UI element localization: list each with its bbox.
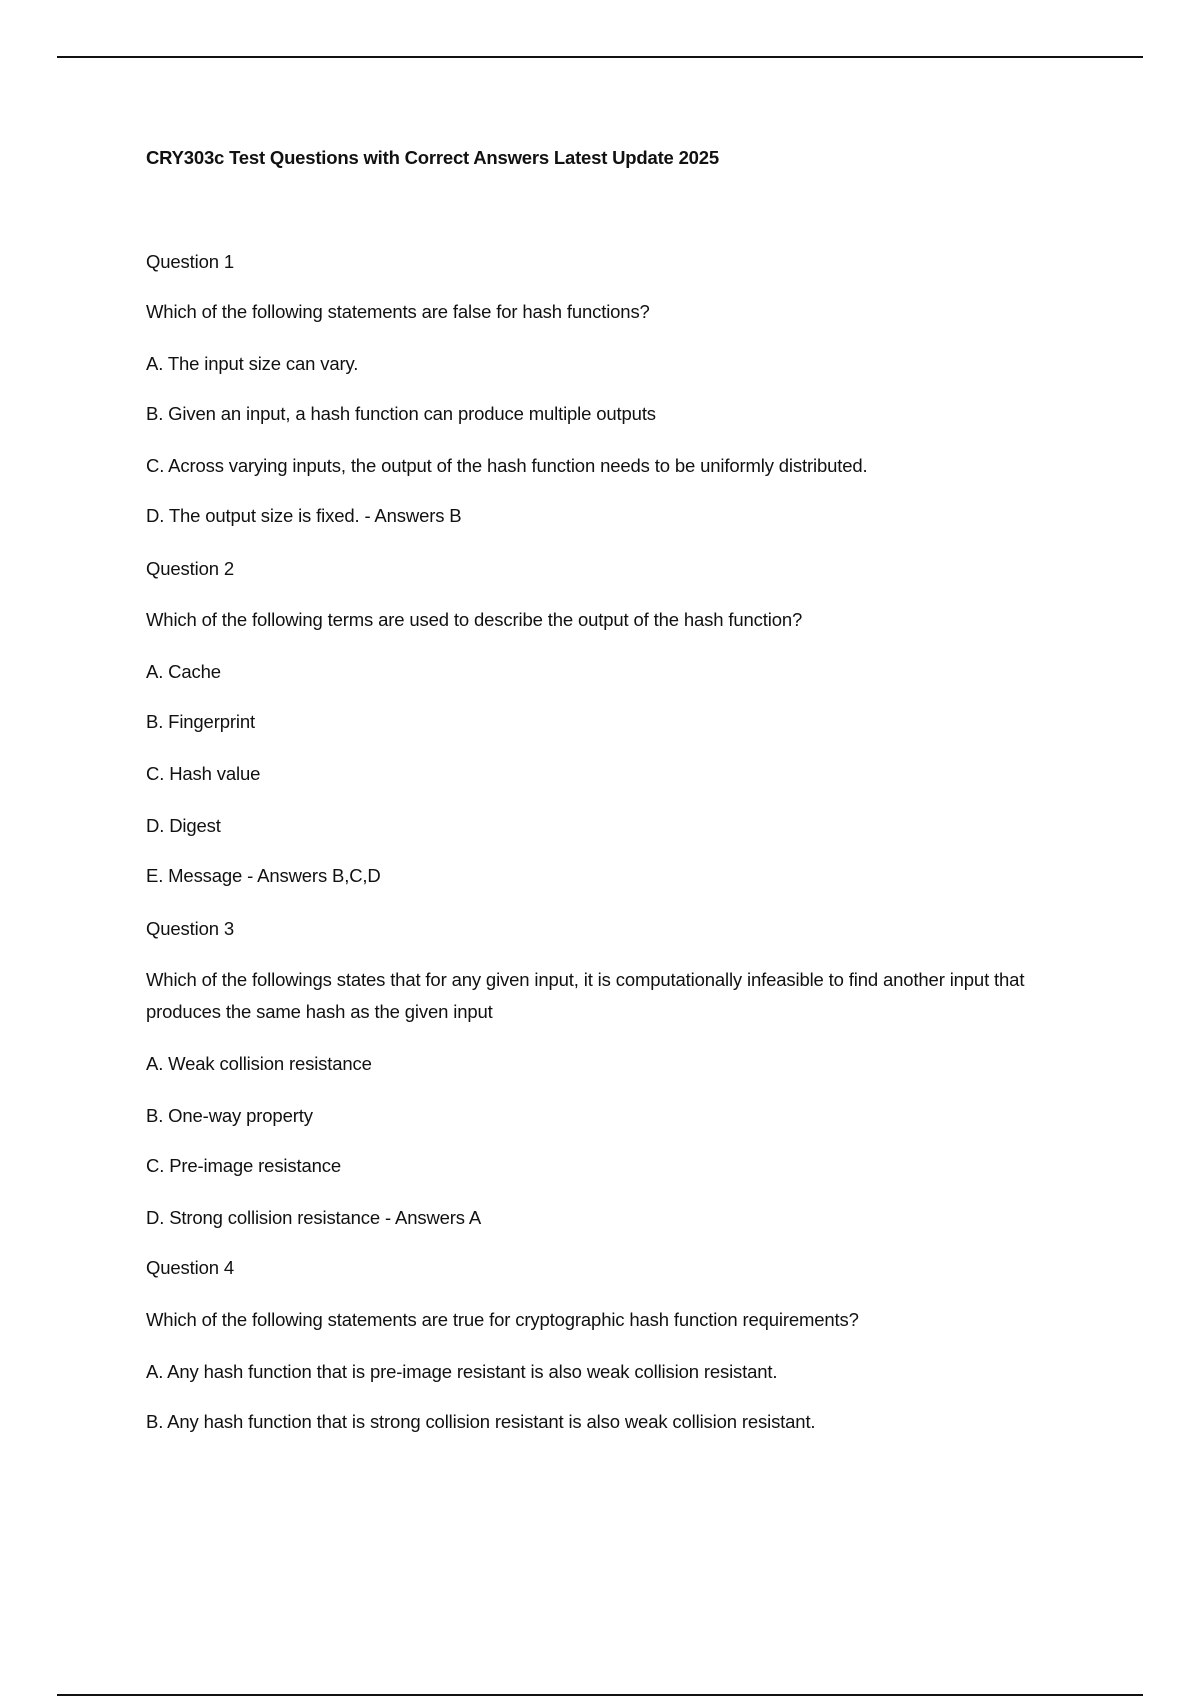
question-1-option-a: A. The input size can vary.: [146, 353, 359, 374]
question-3-heading: Question 3: [146, 918, 234, 939]
top-rule: [57, 56, 1143, 58]
question-4-option-b: B. Any hash function that is strong collision resistant is also weak collision resistant.: [146, 1411, 816, 1432]
question-2-option-c: C. Hash value: [146, 763, 261, 784]
question-3-option-a: A. Weak collision resistance: [146, 1053, 372, 1074]
question-2-option-d: D. Digest: [146, 815, 221, 836]
question-1-option-c: C. Across varying inputs, the output of the hash function needs to be uniformly distributed.: [146, 455, 868, 476]
question-3-prompt: Which of the followings states that for any given input, it is computationally infeasible to find another input that produces the same hash as the given input: [146, 969, 1025, 1022]
question-1-option-d: D. The output size is fixed. - Answers B: [146, 505, 462, 526]
question-2-heading: Question 2: [146, 558, 234, 579]
question-2-option-a: A. Cache: [146, 661, 221, 682]
question-1-prompt: Which of the following statements are false for hash functions?: [146, 301, 650, 322]
question-1-heading: Question 1: [146, 251, 234, 272]
bottom-rule: [57, 1694, 1143, 1696]
question-3-option-b: B. One-way property: [146, 1105, 313, 1126]
question-4-option-a: A. Any hash function that is pre-image resistant is also weak collision resistant.: [146, 1361, 778, 1382]
question-2-option-e: E. Message - Answers B,C,D: [146, 865, 381, 886]
question-3-option-d: D. Strong collision resistance - Answers A: [146, 1207, 482, 1228]
question-3-option-c: C. Pre-image resistance: [146, 1155, 341, 1176]
question-2-prompt: Which of the following terms are used to describe the output of the hash function?: [146, 609, 803, 630]
question-4-prompt: Which of the following statements are true for cryptographic hash function requirements?: [146, 1309, 859, 1330]
question-4-heading: Question 4: [146, 1257, 234, 1278]
document-title: CRY303c Test Questions with Correct Answers Latest Update 2025: [146, 147, 719, 168]
question-2-option-b: B. Fingerprint: [146, 711, 255, 732]
question-1-option-b: B. Given an input, a hash function can produce multiple outputs: [146, 403, 656, 424]
